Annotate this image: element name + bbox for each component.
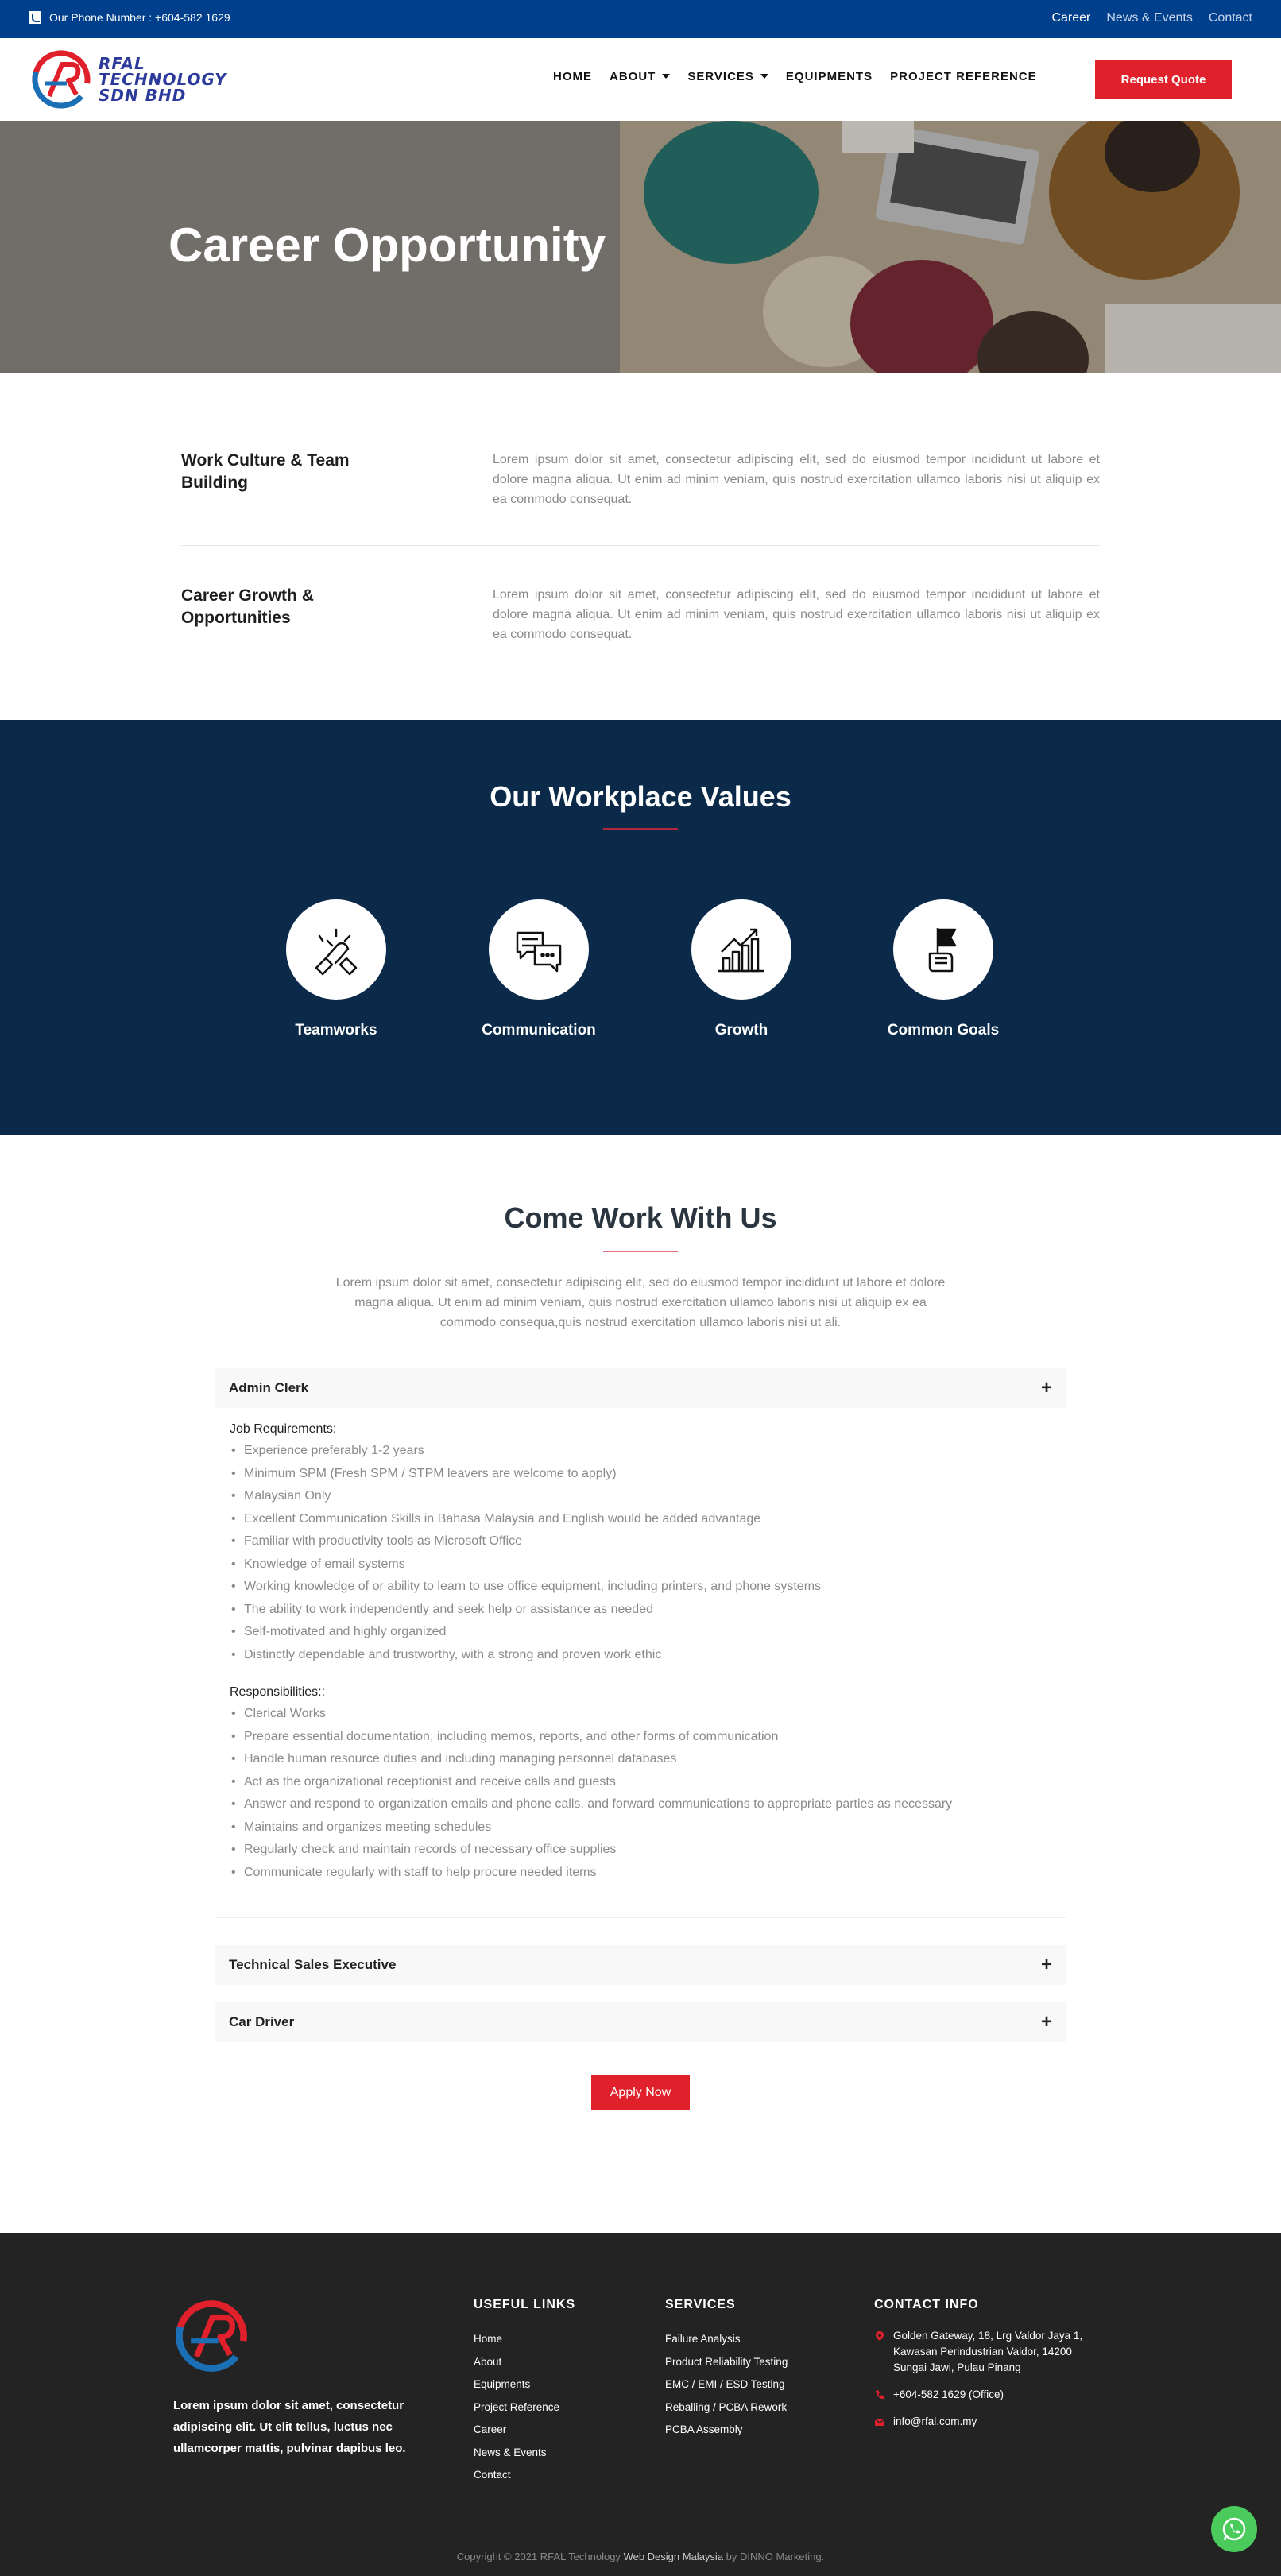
value-label: Growth [714,1022,768,1039]
footer-link[interactable]: Career [474,2423,507,2435]
footer-link[interactable]: Product Reliability Testing [665,2355,788,2368]
intro-row-growth [181,585,1100,656]
footer-link[interactable]: About [474,2355,502,2368]
site-footer [0,2233,1281,2576]
value-teamworks [249,899,424,1039]
top-link-contact[interactable]: Contact [1208,11,1252,25]
list-item: • The ability to work independently and seek help or assistance as needed [230,1599,1051,1622]
map-pin-icon [874,2330,885,2342]
nav-about-label: ABOUT [610,70,656,83]
list-item: • Malaysian Only [230,1485,1051,1508]
footer-link[interactable]: EMC / EMI / ESD Testing [665,2378,785,2390]
top-links [1051,11,1252,25]
nav-equipments[interactable]: EQUIPMENTS [785,70,873,83]
responsibilities-heading: Responsibilities:: [230,1685,326,1699]
footer-heading: CONTACT INFO [874,2298,979,2311]
value-circle [286,899,386,1000]
plus-icon[interactable]: + [1040,2011,1052,2033]
accordion-car-driver [215,2002,1066,2042]
phone-icon [874,2389,885,2400]
phone-icon [29,11,41,24]
list-item: • Minimum SPM (Fresh SPM / STPM leavers are welcome to apply) [230,1463,1051,1486]
logo-line-3: SDN BHD [99,86,187,105]
copyright-pre: Copyright © 2021 RFAL Technology [456,2551,621,2562]
contact-address [874,2328,1105,2376]
top-phone[interactable] [29,11,230,24]
intro-title-culture: Work Culture & Team Building [181,451,350,492]
copyright-link[interactable]: Web Design Malaysia [623,2551,724,2562]
values-underline [603,828,678,830]
list-item: • Knowledge of email systems [230,1553,1051,1576]
chevron-down-icon [760,74,768,79]
nav-services[interactable] [687,70,768,83]
footer-heading: SERVICES [665,2298,736,2311]
chevron-down-icon [662,74,670,79]
list-item: • Clerical Works [230,1703,1051,1726]
contact-address-text: Golden Gateway, 18, Lrg Valdor Jaya 1, Kawasan Perindustrian Valdor, 14200 Sungai Jawi, Pulau Pinang [893,2330,1083,2373]
footer-about: Lorem ipsum dolor sit amet, consectetur adipiscing elit. Ut elit tellus, luctus nec ullamcorper mattis, pulvinar dapibus leo. [173,2399,406,2455]
nav-about[interactable] [610,70,670,83]
apply-now-button[interactable]: Apply Now [591,2075,690,2110]
logo-line-1: RFAL [99,54,145,73]
footer-logo-icon[interactable] [173,2298,250,2374]
footer-link[interactable]: Reballing / PCBA Rework [665,2400,788,2413]
footer-useful-links [474,2298,575,2487]
contact-phone[interactable] [874,2387,1105,2403]
come-work-title: Come Work With Us [504,1201,777,1234]
chat-bubbles-icon [511,922,567,977]
responsibilities-list [230,1703,1051,1884]
value-circle [489,899,589,1000]
logo[interactable] [30,48,227,110]
value-label: Communication [482,1022,596,1039]
value-growth [654,899,829,1039]
whatsapp-icon [1221,2516,1248,2543]
accordion-header[interactable] [215,1368,1066,1408]
footer-contact [874,2298,1105,2441]
list-item: • Answer and respond to organization emails and phone calls, and forward communications to appropriate parties as necessary [230,1793,1051,1816]
page-title: Career Opportunity [168,219,606,272]
intro-row-culture [181,450,1100,521]
site-header [0,38,1281,121]
accordion-technical-sales [215,1945,1066,1985]
nav-project-reference[interactable]: PROJECT REFERENCE [890,70,1037,83]
value-label: Teamworks [295,1022,377,1039]
job-title: Technical Sales Executive [229,1957,397,1972]
value-circle [691,899,791,1000]
logo-line-2: TECHNOLOGY [99,70,227,89]
logo-text [99,56,227,103]
main-nav [553,70,1037,83]
intro-text-growth: Lorem ipsum dolor sit amet, consectetur adipiscing elit, sed do eiusmod tempor incididunt ut labore et dolore magna aliqua. Ut enim ad minim veniam, quis nostrud exercitation ullamco laboris nisi ut aliquip ex ea commodo consequat. [493,588,1100,641]
list-item: • Self-motivated and highly organized [230,1621,1051,1644]
job-title: Admin Clerk [229,1380,309,1395]
list-item: • Regularly check and maintain records of necessary office supplies [230,1839,1051,1862]
nav-services-label: SERVICES [687,70,754,83]
accordion-header[interactable] [215,1945,1066,1985]
envelope-icon [874,2416,885,2427]
top-phone-text: Our Phone Number : +604-582 1629 [49,11,230,24]
contact-email-text: info@rfal.com.my [893,2415,977,2427]
copyright-post: by DINNO Marketing. [726,2551,825,2562]
footer-link[interactable]: Failure Analysis [665,2333,741,2345]
requirements-heading: Job Requirements: [230,1422,337,1436]
footer-link[interactable]: Project Reference [474,2400,560,2413]
footer-link[interactable]: Equipments [474,2378,531,2390]
copyright [0,2551,1281,2562]
top-link-career[interactable]: Career [1051,11,1091,25]
accordion-admin-clerk [215,1368,1066,1918]
top-bar [0,0,1281,38]
list-item: • Familiar with productivity tools as Microsoft Office [230,1530,1051,1553]
logo-mark-icon [30,48,92,110]
plus-icon[interactable]: + [1040,1377,1052,1398]
list-item: • Prepare essential documentation, including memos, reports, and other forms of communication [230,1726,1051,1749]
intro-title-growth: Career Growth & Opportunities [181,586,314,627]
list-item: • Act as the organizational receptionist and receive calls and guests [230,1771,1051,1794]
list-item: • Maintains and organizes meeting schedules [230,1816,1051,1839]
footer-link[interactable]: Contact [474,2469,511,2481]
list-item: • Communicate regularly with staff to help procure needed items [230,1862,1051,1885]
value-common-goals [856,899,1031,1039]
job-title: Car Driver [229,2014,295,2029]
growth-chart-icon [714,922,769,977]
whatsapp-button[interactable] [1211,2506,1257,2552]
values-title: Our Workplace Values [490,780,791,813]
footer-services [665,2298,788,2442]
come-work-underline [603,1251,678,1252]
contact-phone-text: +604-582 1629 (Office) [893,2388,1004,2400]
list-item: • Distinctly dependable and trustworthy, with a strong and proven work ethic [230,1644,1051,1667]
intro-divider [181,545,1100,546]
accordion-body [215,1408,1066,1918]
workplace-values-section [0,720,1281,1135]
come-work-intro: Lorem ipsum dolor sit amet, consectetur adipiscing elit, sed do eiusmod tempor incididunt ut labore et dolore magna aliqua. Ut enim ad minim veniam, quis nostrud exercitation ullamco laboris nisi ut aliquip ex ea commodo consequa,quis nostrud exercitation ullamco laboris nisi ut ali. [335,1276,946,1329]
value-label: Common Goals [887,1022,1000,1039]
value-communication [451,899,626,1039]
footer-link[interactable]: News & Events [474,2446,547,2458]
requirements-list [230,1440,1051,1666]
footer-link[interactable]: PCBA Assembly [665,2423,743,2435]
hero-banner [0,121,1281,373]
footer-heading: USEFUL LINKS [474,2298,576,2311]
list-item: • Experience preferably 1-2 years [230,1440,1051,1463]
handshake-icon [308,922,364,977]
intro-text-culture: Lorem ipsum dolor sit amet, consectetur adipiscing elit, sed do eiusmod tempor incididunt ut labore et dolore magna aliqua. Ut enim ad minim veniam, quis nostrud exercitation ullamco laboris nisi ut aliquip ex ea commodo consequat. [493,453,1100,506]
accordion-header[interactable] [215,2002,1066,2042]
list-item: • Working knowledge of or ability to learn to use office equipment, including printers, and phone systems [230,1576,1051,1599]
value-circle [893,899,993,1000]
contact-email[interactable] [874,2414,1105,2430]
list-item: • Handle human resource duties and including managing personnel databases [230,1748,1051,1771]
request-quote-button[interactable]: Request Quote [1095,60,1232,99]
footer-link[interactable]: Home [474,2333,503,2345]
top-link-news[interactable]: News & Events [1106,11,1193,25]
plus-icon[interactable]: + [1040,1954,1052,1975]
nav-home[interactable]: HOME [553,70,592,83]
flag-hand-icon [915,922,971,977]
list-item: • Excellent Communication Skills in Bahasa Malaysia and English would be added advantage [230,1508,1051,1531]
